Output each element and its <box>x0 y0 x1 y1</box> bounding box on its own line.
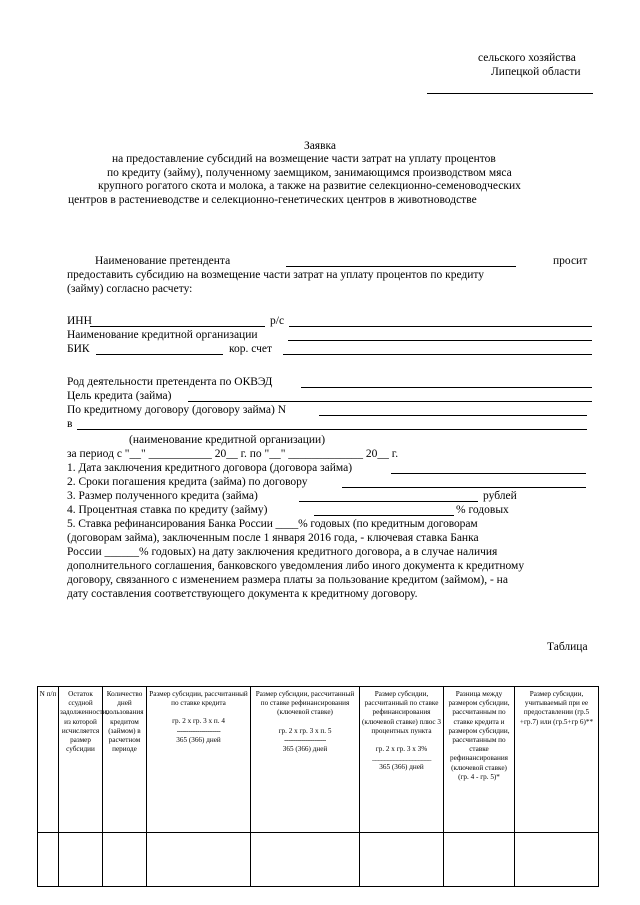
bik-field[interactable] <box>96 354 223 355</box>
table-cell[interactable] <box>147 833 251 887</box>
item-3-unit: рублей <box>483 490 517 502</box>
item-5-line-5: договору, связанного с изменением размера платы за пользование кредитом (займом), - на <box>67 574 508 586</box>
col-balance-header: Остаток ссудной задолженности, из которой исчисляется размер субсидии <box>59 687 103 833</box>
table-cell[interactable] <box>38 833 59 887</box>
rs-field[interactable] <box>289 326 592 327</box>
table-caption: Таблица <box>547 641 588 653</box>
contract-field[interactable] <box>319 415 587 416</box>
item-2-label: 2. Сроки погашения кредита (займа) по договору <box>67 476 308 488</box>
item-1-field[interactable] <box>391 473 586 474</box>
applicant-requests: просит <box>553 255 588 267</box>
col-number-header: N п/п <box>38 687 59 833</box>
item-4-unit: % годовых <box>456 504 509 516</box>
table-header-row <box>38 687 599 833</box>
item-4-field[interactable] <box>314 515 454 516</box>
okved-label: Род деятельности претендента по ОКВЭД <box>67 376 273 388</box>
in-org-field[interactable] <box>77 429 587 430</box>
purpose-label: Цель кредита (займа) <box>67 390 172 402</box>
item-5-line-6: дату составления соответствующего документа к кредитному договору. <box>67 588 418 600</box>
okved-field[interactable] <box>301 387 592 388</box>
header-signature-line <box>427 93 593 94</box>
title-line-3: по кредиту (займу), полученному заемщиком, занимающимся производством мяса <box>107 167 512 179</box>
title-line-2: на предоставление субсидий на возмещение части затрат на уплату процентов <box>112 153 496 165</box>
purpose-field[interactable] <box>188 401 592 402</box>
header-line-1: сельского хозяйства <box>478 52 576 64</box>
org-hint: (наименование кредитной организации) <box>129 434 326 446</box>
table-row <box>38 833 599 887</box>
table-cell[interactable] <box>360 833 444 887</box>
credit-org-label: Наименование кредитной организации <box>67 329 258 341</box>
table-cell[interactable] <box>103 833 147 887</box>
item-3-label: 3. Размер полученного кредита (займа) <box>67 490 258 502</box>
item-5-line-4: дополнительного соглашения, банковского уведомления либо иного документа к кредитному <box>67 560 525 572</box>
applicant-label: Наименование претендента <box>95 255 231 267</box>
item-2-field[interactable] <box>342 487 586 488</box>
calculation-table <box>37 686 599 887</box>
period-line: за период с "__" ___________ 20__ г. по "__" _____________ 20__ г. <box>67 448 399 460</box>
title-word: Заявка <box>303 140 337 152</box>
inn-field[interactable] <box>90 326 265 327</box>
in-label: в <box>67 418 73 430</box>
corr-account-field[interactable] <box>283 354 592 355</box>
table-cell[interactable] <box>251 833 360 887</box>
header-line-2: Липецкой области <box>491 66 581 78</box>
inn-label: ИНН <box>67 315 92 327</box>
title-line-5: центров в растениеводстве и селекционно-генетических центров в животноводстве <box>68 194 477 206</box>
col-difference-header: Разница между размером субсидии, рассчитанным по ставке кредита и размером субсидии, рассчитанным по ставке рефинансирования (ключевой ставке) (гр. 4 - гр. 5)* <box>444 687 515 833</box>
col-subsidy-credit-rate-header: Размер субсидии, рассчитанный по ставке кредита гр. 2 x гр. 3 x п. 4 ----------------------- 365 (366) дней <box>147 687 251 833</box>
table-cell[interactable] <box>515 833 599 887</box>
applicant-line-3: (займу) согласно расчету: <box>67 283 193 295</box>
table-cell[interactable] <box>59 833 103 887</box>
col-days-header: Количество дней пользования кредитом (займом) в расчетном периоде <box>103 687 147 833</box>
title-line-4: крупного рогатого скота и молока, а также на развитие селекционно-семеноводческих <box>98 180 521 192</box>
item-5-line-1: 5. Ставка рефинансирования Банка России ____% годовых (по кредитным договорам <box>67 518 478 530</box>
col-final-subsidy-header: Размер субсидии, учитываемый при ее предоставлении (гр.5 +гр.7) или (гр.5+гр 6)** <box>515 687 599 833</box>
item-4-label: 4. Процентная ставка по кредиту (займу) <box>67 504 268 516</box>
bik-label: БИК <box>67 343 90 355</box>
credit-org-field[interactable] <box>288 340 592 341</box>
corr-account-label: кор. счет <box>229 343 273 355</box>
col-subsidy-key-rate-header: Размер субсидии, рассчитанный по ставке рефинансирования (ключевой ставке) гр. 2 x гр. 3 x п. 5 ---------------------- 365 (366) дней <box>251 687 360 833</box>
item-5-line-3: России ______% годовых) на дату заключения кредитного договора, а в случае наличия <box>67 546 498 558</box>
applicant-name-field[interactable] <box>286 266 516 267</box>
rs-label: р/с <box>270 315 285 327</box>
item-1-label: 1. Дата заключения кредитного договора (договора займа) <box>67 462 353 474</box>
item-5-line-2: (договорам займа), заключенным после 1 января 2016 года, - ключевая ставка Банка <box>67 532 479 544</box>
item-3-field[interactable] <box>299 501 478 502</box>
contract-label: По кредитному договору (договору займа) N <box>67 404 286 416</box>
col-subsidy-key-rate-plus3-header: Размер субсидии, рассчитанный по ставке рефинансирования (ключевой ставке) плюс 3 процентных пункта гр. 2 x гр. 3 x 3% ___________________ 365 (366) дней <box>360 687 444 833</box>
table-cell[interactable] <box>444 833 515 887</box>
applicant-line-2: предоставить субсидию на возмещение части затрат на уплату процентов по кредиту <box>67 269 485 281</box>
